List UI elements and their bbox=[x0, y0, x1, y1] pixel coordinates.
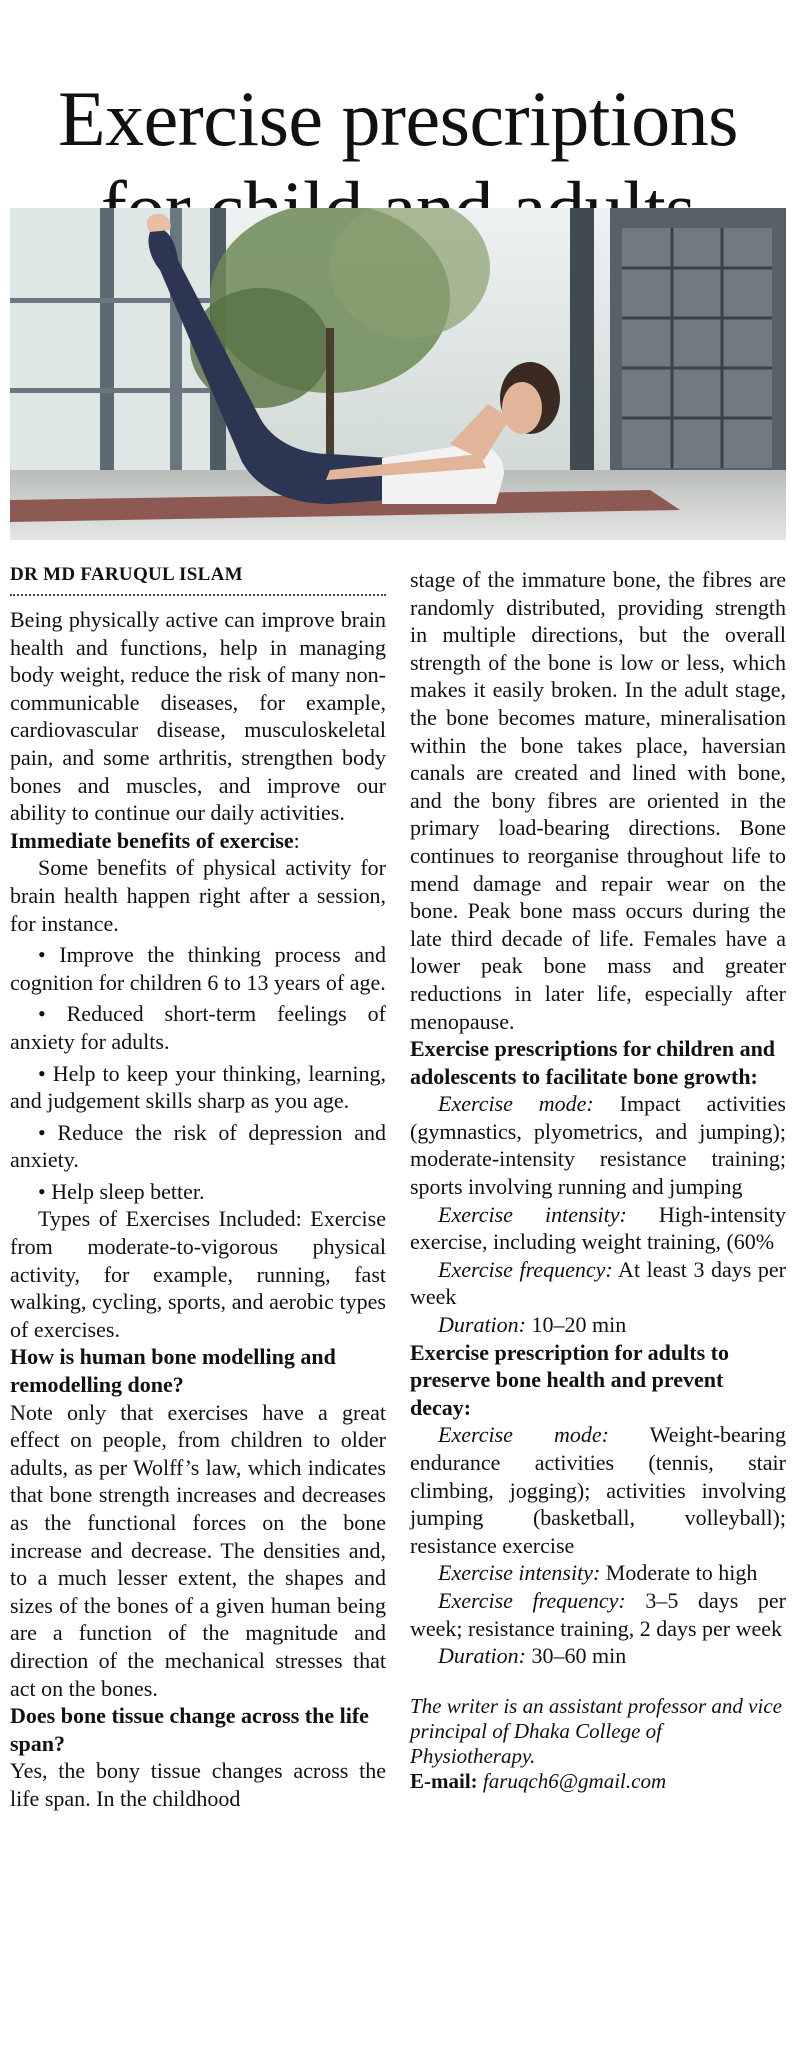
value-intensity: Moderate to high bbox=[600, 1560, 758, 1586]
children-duration bbox=[410, 1311, 786, 1339]
label-mode: Exercise mode: bbox=[438, 1422, 609, 1448]
subhead-adults-prescription: Exercise prescription for adults to preserve bone health and prevent decay: bbox=[410, 1339, 729, 1420]
adults-intensity bbox=[410, 1559, 786, 1587]
children-frequency bbox=[410, 1256, 786, 1311]
modelling-paragraph: Note only that exercises have a great effect on people, from children to older adults, as per Wolff’s law, which indicates that bone strength increases and decreases as the functional forces on the bone increase and decrease. The densities and, to a much lesser extent, the shapes and sizes of the bones of a given human being are a function of the magnitude and direction of the mechanical stresses that act on the bones. bbox=[10, 1399, 386, 1701]
subhead-children-prescription: Exercise prescriptions for children and adolescents to facilitate bone growth: bbox=[410, 1036, 776, 1089]
column-right bbox=[410, 566, 786, 1794]
label-intensity: Exercise intensity: bbox=[438, 1201, 627, 1227]
subhead-immediate-text: Immediate benefits of exercise bbox=[10, 827, 294, 853]
byline: DR MD FARUQUL ISLAM bbox=[10, 562, 386, 596]
headline-line-1: Exercise prescriptions bbox=[58, 75, 738, 163]
value-duration: 30–60 min bbox=[526, 1643, 627, 1669]
label-frequency: Exercise frequency: bbox=[438, 1256, 613, 1282]
subhead-bone-modelling: How is human bone modelling and remodelling done? bbox=[10, 1344, 336, 1398]
adults-mode bbox=[410, 1421, 786, 1559]
subhead-immediate-colon: : bbox=[293, 827, 300, 853]
types-paragraph: Types of Exercises Included: Exercise from moderate-to-vigorous physical activity, for example, running, fast walking, cycling, sports, and aerobic types of exercises. bbox=[10, 1206, 386, 1342]
value-frequency: 3–5 days per week; resistance training, 2 days per week bbox=[410, 1587, 786, 1641]
subhead-bone-change: Does bone tissue change across the life span? bbox=[10, 1703, 369, 1756]
author-email bbox=[410, 1769, 786, 1794]
adults-frequency bbox=[410, 1587, 786, 1642]
children-intensity bbox=[410, 1201, 786, 1256]
bullet-item: • Reduce the risk of depression and anxiety. bbox=[10, 1119, 386, 1173]
label-duration: Duration: bbox=[438, 1312, 526, 1338]
adults-duration bbox=[410, 1642, 786, 1670]
children-mode bbox=[410, 1090, 786, 1200]
intro-paragraph: Being physically active can improve brain health and functions, help in managing body weight, reduce the risk of many non-communicable diseases, for example, cardiovascular disease, musculoskeletal pain, and some arthritis, strengthen body bones and muscles, and improve our ability to continue our daily activities. bbox=[10, 607, 386, 826]
bullet-item: • Improve the thinking process and cognition for children 6 to 13 years of age. bbox=[10, 942, 386, 995]
photo-illustration bbox=[10, 208, 786, 540]
email-address[interactable]: faruqch6@gmail.com bbox=[477, 1768, 667, 1793]
email-label: E-mail: bbox=[410, 1768, 478, 1793]
value-intensity: High-intensity exercise, including weight training, (60% bbox=[410, 1201, 786, 1255]
label-intensity: Exercise intensity: bbox=[438, 1560, 601, 1586]
bullet-item: • Reduced short-term feelings of anxiety for adults. bbox=[10, 1001, 386, 1054]
change-paragraph-start: Yes, the bony tissue changes across the life span. In the childhood bbox=[10, 1758, 386, 1811]
value-mode: Impact activities (gymnastics, plyometrics, and jumping); moderate-intensity resistance training; sports involving running and jumping bbox=[410, 1091, 786, 1200]
label-duration: Duration: bbox=[438, 1643, 526, 1669]
label-frequency: Exercise frequency: bbox=[438, 1587, 626, 1613]
label-mode: Exercise mode: bbox=[438, 1091, 594, 1117]
subhead-immediate-benefits bbox=[10, 827, 386, 855]
yoga-boat-pose-photo bbox=[10, 208, 786, 540]
value-duration: 10–20 min bbox=[526, 1312, 627, 1338]
benefits-intro: Some benefits of physical activity for brain health happen right after a session, for instance. bbox=[10, 855, 386, 936]
bullet-item: • Help sleep better. bbox=[38, 1178, 205, 1204]
value-mode: Weight-bearing endurance activities (tennis, stair climbing, jogging); activities involving jumping (basketball, volleyball); resistance exercise bbox=[410, 1422, 786, 1558]
column-left bbox=[10, 562, 386, 1813]
author-note: The writer is an assistant professor and vice principal of Dhaka College of Physiotherapy. bbox=[410, 1693, 782, 1768]
change-paragraph-continued: stage of the immature bone, the fibres are randomly distributed, providing strength in multiple directions, but the overall strength of the bone is low or less, which makes it easily broken. In the adult stage, the bone becomes mature, mineralisation within the bone takes place, haversian canals are created and lined with bone, and the bony fibres are oriented in the primary load-bearing directions. Bone continues to reorganise throughout life to mend damage and repair wear on the bone. Peak bone mass occurs during the late third decade of life. Females have a lower peak bone mass and greater reductions in later life, especially after menopause. bbox=[410, 567, 786, 1034]
value-frequency: At least 3 days per week bbox=[410, 1256, 786, 1310]
bullet-item: • Help to keep your thinking, learning, and judgement skills sharp as you age. bbox=[10, 1060, 386, 1114]
